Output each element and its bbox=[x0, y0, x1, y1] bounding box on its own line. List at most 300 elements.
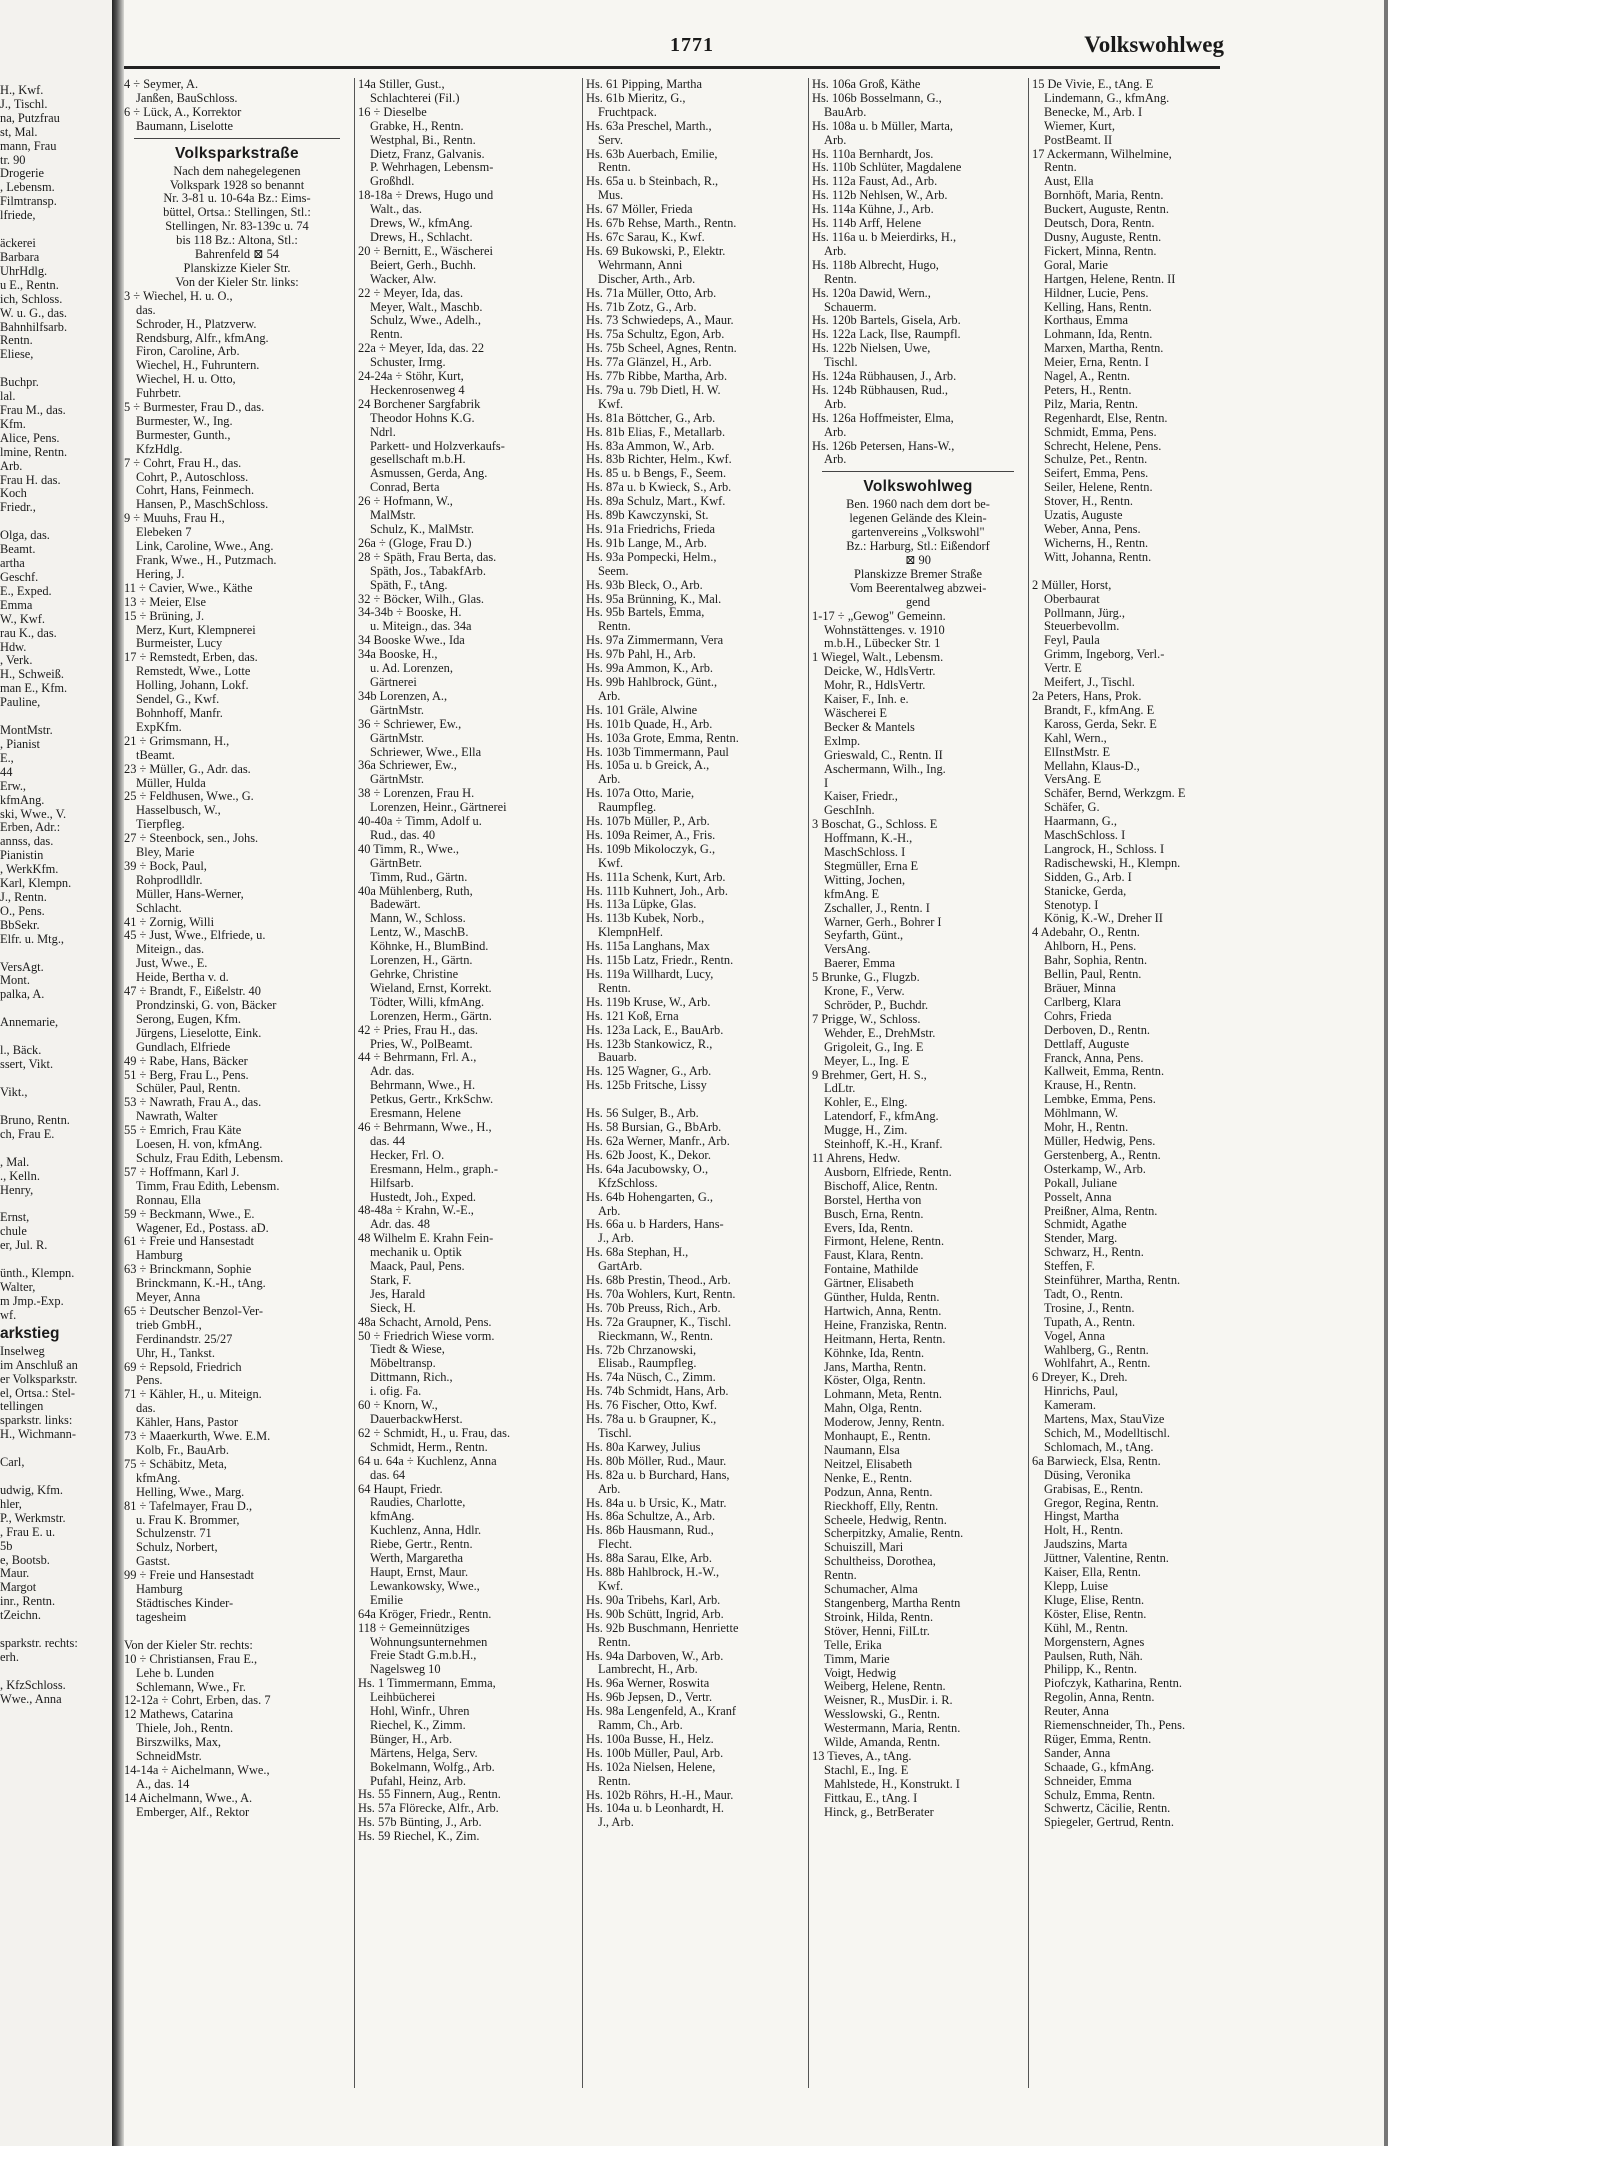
directory-line: Schulz, Frau Edith, Lebensm. bbox=[136, 1151, 284, 1165]
directory-line: kfmAng. bbox=[370, 1510, 415, 1524]
directory-line: Hs. 77b Ribbe, Martha, Arb. bbox=[586, 370, 728, 384]
directory-line: Derboven, D., Rentn. bbox=[1044, 1023, 1150, 1037]
directory-line: Meyer, L., Ing. E bbox=[824, 1054, 910, 1068]
directory-line: Tödter, Willi, kfmAng. bbox=[370, 995, 485, 1009]
directory-line: Gregor, Regina, Rentn. bbox=[1044, 1496, 1159, 1510]
directory-line: Arb. bbox=[824, 244, 847, 258]
directory-line: Posselt, Anna bbox=[1044, 1190, 1112, 1204]
directory-line: Hs. 91b Lange, M., Arb. bbox=[586, 536, 707, 550]
directory-line: Düsing, Veronika bbox=[1044, 1468, 1131, 1482]
previous-page-line: Maur. bbox=[0, 1566, 30, 1581]
directory-line: Bischoff, Alice, Rentn. bbox=[824, 1179, 938, 1193]
directory-line: MalMstr. bbox=[370, 509, 416, 523]
directory-line: Busch, Erna, Rentn. bbox=[824, 1207, 924, 1221]
section-intro-line: Planskizze Bremer Straße bbox=[854, 567, 982, 581]
blank-line bbox=[0, 362, 112, 376]
previous-page-line: m Jmp.-Exp. bbox=[0, 1293, 64, 1308]
directory-line: Kwf. bbox=[598, 856, 624, 870]
directory-line: 12-12a ÷ Cohrt, Erben, das. 7 bbox=[124, 1694, 271, 1708]
blank-line bbox=[0, 223, 112, 237]
directory-line: Rieckhoff, Elly, Rentn. bbox=[824, 1499, 939, 1513]
directory-line: Kluge, Elise, Rentn. bbox=[1044, 1593, 1145, 1607]
directory-line: Hs. 59 Riechel, K., Zim. bbox=[358, 1830, 480, 1844]
directory-line: Bräuer, Minna bbox=[1044, 982, 1116, 995]
directory-line: Arb. bbox=[824, 133, 847, 147]
previous-page-line: Frau M., das. bbox=[0, 403, 66, 418]
directory-line: Hs. 87a u. b Kwieck, S., Arb. bbox=[586, 481, 732, 495]
directory-line: Hs. 57b Bünting, J., Arb. bbox=[358, 1816, 482, 1830]
directory-line: u. Frau K. Brommer, bbox=[136, 1513, 240, 1527]
directory-line: Petkus, Gertr., KrkSchw. bbox=[370, 1093, 494, 1107]
directory-line: Zschaller, J., Rentn. I bbox=[824, 901, 930, 915]
directory-line: Nagel, A., Rentn. bbox=[1044, 370, 1131, 384]
directory-line: Holling, Johann, Lokf. bbox=[136, 679, 249, 693]
directory-line: Rentn. bbox=[598, 1635, 631, 1649]
directory-line: Adr. das. bbox=[370, 1065, 415, 1079]
previous-page-line: mann, Frau bbox=[0, 138, 57, 153]
directory-line: Drews, W., kfmAng. bbox=[370, 217, 473, 231]
directory-line: 15 De Vivie, E., tAng. E bbox=[1032, 78, 1154, 91]
previous-page-line: lfriede, bbox=[0, 208, 36, 223]
directory-line: Borstel, Hertha von bbox=[824, 1193, 922, 1207]
directory-line: Brandt, F., kfmAng. E bbox=[1044, 703, 1155, 717]
previous-page-line: P., Werkmstr. bbox=[0, 1510, 66, 1525]
directory-line: Naumann, Elsa bbox=[824, 1444, 900, 1457]
previous-page-line: 44 bbox=[0, 764, 13, 779]
directory-line: Hs. 80a Karwey, Julius bbox=[586, 1440, 701, 1454]
directory-line: J., Arb. bbox=[598, 1232, 634, 1246]
directory-line: Flecht. bbox=[598, 1538, 633, 1552]
directory-line: SchneidMstr. bbox=[136, 1750, 202, 1764]
previous-page-line: artha bbox=[0, 556, 25, 571]
directory-line: 24-24a ÷ Stöhr, Kurt, bbox=[358, 370, 464, 384]
directory-line: Jes, Harald bbox=[370, 1287, 426, 1301]
directory-line: Hs. 120a Dawid, Wern., bbox=[812, 286, 931, 300]
directory-line: Hs. 69 Bukowski, P., Elektr. bbox=[586, 244, 726, 258]
directory-line: Hs. 68a Stephan, H., bbox=[586, 1246, 689, 1260]
previous-page-line: Kfm. bbox=[0, 416, 26, 431]
directory-line: Emilie bbox=[370, 1593, 404, 1607]
directory-line: Vogel, Anna bbox=[1044, 1329, 1106, 1343]
directory-line: Rüger, Emma, Rentn. bbox=[1044, 1732, 1152, 1746]
directory-line: Franck, Anna, Pens. bbox=[1044, 1051, 1144, 1065]
directory-line: 71 ÷ Kähler, H., u. Miteign. bbox=[124, 1388, 262, 1402]
directory-line: 48-48a ÷ Krahn, W.-E., bbox=[358, 1204, 474, 1218]
previous-page-line: tZeichn. bbox=[0, 1608, 41, 1623]
directory-line: Voigt, Hedwig bbox=[824, 1666, 897, 1680]
directory-line: Günther, Hulda, Rentn. bbox=[824, 1291, 940, 1305]
directory-line: Loesen, H. von, kfmAng. bbox=[136, 1138, 263, 1152]
directory-line: Schmidt, Agathe bbox=[1044, 1218, 1127, 1232]
directory-line: kfmAng. bbox=[136, 1471, 181, 1485]
directory-line: 26 ÷ Hofmann, W., bbox=[358, 495, 453, 509]
directory-line: Hs. 120b Bartels, Gisela, Arb. bbox=[812, 314, 961, 328]
directory-line: Hs. 106b Bosselmann, G., bbox=[812, 91, 942, 105]
directory-line: Trosine, J., Rentn. bbox=[1044, 1301, 1135, 1315]
directory-line: Hs. 111a Schenk, Kurt, Arb. bbox=[586, 870, 726, 884]
directory-line: Buckert, Auguste, Rentn. bbox=[1044, 203, 1169, 217]
directory-line: 49 ÷ Rabe, Hans, Bäcker bbox=[124, 1054, 248, 1068]
previous-page-line: ünth., Klempn. bbox=[0, 1266, 75, 1281]
directory-line: Freie Stadt G.m.b.H., bbox=[370, 1649, 477, 1663]
directory-line: GärtnMstr. bbox=[370, 703, 425, 717]
directory-line: Schuiszill, Mari bbox=[824, 1541, 904, 1555]
directory-line: Köhnke, H., BlumBind. bbox=[370, 940, 489, 954]
directory-line: Möbeltransp. bbox=[370, 1357, 436, 1371]
directory-line: Hs. 97b Pahl, H., Arb. bbox=[586, 648, 696, 662]
directory-line: 36 ÷ Schriewer, Ew., bbox=[358, 717, 462, 731]
directory-line: Firon, Caroline, Arb. bbox=[136, 345, 240, 359]
previous-page-line: Mont. bbox=[0, 973, 30, 988]
directory-line: Mohr, R., HdlsVertr. bbox=[824, 679, 926, 693]
directory-line: Cohrt, P., Autoschloss. bbox=[136, 470, 249, 484]
directory-line: Lehe b. Lunden bbox=[136, 1666, 215, 1680]
directory-line: 22 ÷ Meyer, Ida, das. bbox=[358, 286, 464, 300]
directory-line: Telle, Erika bbox=[824, 1638, 882, 1652]
previous-page-line: O., Pens. bbox=[0, 903, 45, 918]
directory-line: 22a ÷ Meyer, Ida, das. 22 bbox=[358, 342, 485, 356]
directory-line: Hustedt, Joh., Exped. bbox=[370, 1190, 476, 1204]
previous-page-line: udwig, Kfm. bbox=[0, 1483, 63, 1498]
directory-line: Hs. 105a u. b Greick, A., bbox=[586, 759, 710, 773]
directory-line: Rentn. bbox=[598, 620, 631, 634]
directory-line: Stanicke, Gerda, bbox=[1044, 884, 1127, 898]
directory-line: 55 ÷ Emrich, Frau Käte bbox=[124, 1124, 242, 1138]
directory-line: Hs. 102a Nielsen, Helene, bbox=[586, 1760, 716, 1774]
directory-line: Hamburg bbox=[136, 1583, 183, 1597]
directory-line: 41 ÷ Zornig, Willi bbox=[124, 915, 215, 929]
directory-line: Eresmann, Helm., graph.- bbox=[370, 1162, 498, 1176]
directory-line: Wohnungsunternehmen bbox=[370, 1635, 488, 1649]
directory-line: Stachl, E., Ing. E bbox=[824, 1763, 909, 1777]
section-rule bbox=[134, 138, 340, 139]
column-3-entries bbox=[586, 78, 804, 1830]
directory-line: Hering, J. bbox=[136, 567, 185, 581]
directory-line: Hs. 83a Ammon, W., Arb. bbox=[586, 439, 715, 453]
section-intro-line: ⊠ 90 bbox=[905, 554, 931, 567]
previous-page-line: l., Bäck. bbox=[0, 1043, 42, 1058]
directory-line: Burmester, Gunth., bbox=[136, 428, 231, 442]
directory-line: Mann, W., Schloss. bbox=[370, 912, 466, 926]
directory-line: Müller, Hans-Werner, bbox=[136, 887, 244, 901]
directory-line: Hs. 74a Nüsch, C., Zimm. bbox=[586, 1371, 716, 1385]
page-edge bbox=[1384, 0, 1388, 2146]
directory-line: Hs. 92b Buschmann, Henriette bbox=[586, 1621, 739, 1635]
directory-line: Timm, Frau Edith, Lebensm. bbox=[136, 1179, 280, 1193]
directory-line: Haarmann, G., bbox=[1044, 815, 1117, 829]
directory-line: Lewankowsky, Wwe., bbox=[370, 1579, 480, 1593]
previous-page-line: chule bbox=[0, 1224, 27, 1239]
blank-line bbox=[0, 1002, 112, 1016]
previous-page-line: Olga, das. bbox=[0, 528, 50, 543]
directory-line: Kolb, Fr., BauArb. bbox=[136, 1444, 229, 1457]
directory-line: Riebe, Gertr., Rentn. bbox=[370, 1538, 473, 1552]
directory-line: das. bbox=[136, 1402, 156, 1416]
directory-line: 27 ÷ Steenbock, sen., Johs. bbox=[124, 832, 259, 846]
directory-line: Hs. 64a Jacubowsky, O., bbox=[586, 1162, 709, 1176]
directory-line: 32 ÷ Böcker, Wilh., Glas. bbox=[358, 592, 485, 606]
directory-line: Hs. 74b Schmidt, Hans, Arb. bbox=[586, 1385, 729, 1399]
directory-line: Radischewski, H., Klempn. bbox=[1044, 856, 1181, 870]
directory-line: Jürgens, Lieselotte, Eink. bbox=[136, 1026, 262, 1040]
directory-line: Hs. 118b Albrecht, Hugo, bbox=[812, 258, 939, 272]
previous-page-line: er, Jul. R. bbox=[0, 1238, 48, 1253]
directory-line: Lorenzen, Herm., Gärtn. bbox=[370, 1009, 492, 1023]
directory-line: Monhaupt, E., Rentn. bbox=[824, 1430, 931, 1444]
directory-line: tagesheim bbox=[136, 1610, 187, 1624]
directory-line: 47 ÷ Brandt, F., Eißelstr. 40 bbox=[124, 985, 261, 999]
directory-line: Evers, Ida, Rentn. bbox=[824, 1221, 914, 1235]
section-intro-line: Ben. 1960 nach dem dort be- bbox=[846, 498, 990, 512]
directory-line: Späth, F., tAng. bbox=[370, 578, 448, 592]
previous-page-line: Bruno, Rentn. bbox=[0, 1112, 70, 1127]
directory-line: Schulz, Emma, Rentn. bbox=[1044, 1788, 1156, 1802]
directory-line: gesellschaft m.b.H. bbox=[370, 453, 466, 467]
directory-line: 73 ÷ Maaerkurth, Wwe. E.M. bbox=[124, 1430, 271, 1444]
directory-line: Hs. 116a u. b Meierdirks, H., bbox=[812, 230, 957, 244]
directory-line: Feyl, Paula bbox=[1044, 634, 1100, 648]
directory-line: Tischl. bbox=[824, 356, 858, 370]
directory-line: Westphal, Bi., Rentn. bbox=[370, 133, 476, 147]
directory-line: Großhdl. bbox=[370, 175, 415, 189]
previous-page-line: Hdw. bbox=[0, 639, 27, 654]
blank-line bbox=[0, 1142, 112, 1156]
directory-line: Asmussen, Gerda, Ang. bbox=[370, 467, 488, 481]
directory-line: Schrecht, Helene, Pens. bbox=[1044, 439, 1162, 453]
previous-page-line: Emma bbox=[0, 597, 33, 612]
directory-line: Werth, Margaretha bbox=[370, 1552, 464, 1566]
previous-page-line: tellingen bbox=[0, 1399, 44, 1414]
directory-line: Schaade, G., kfmAng. bbox=[1044, 1760, 1155, 1774]
directory-line: Hs. 78a u. b Graupner, K., bbox=[586, 1413, 717, 1427]
directory-line: Theodor Hohns K.G. bbox=[370, 411, 475, 425]
previous-page-line: sparkstr. rechts: bbox=[0, 1636, 78, 1651]
directory-line: Hs. 100b Müller, Paul, Arb. bbox=[586, 1746, 724, 1760]
previous-page-line: BbSekr. bbox=[0, 917, 40, 932]
directory-line: König, K.-W., Dreher II bbox=[1044, 912, 1163, 926]
directory-line: Rentn. bbox=[598, 1774, 631, 1788]
directory-line: 5 Brunke, G., Flugzb. bbox=[812, 971, 920, 985]
directory-line: Hs. 67b Rehse, Marth., Rentn. bbox=[586, 217, 737, 231]
directory-line: 17 Ackermann, Wilhelmine, bbox=[1032, 147, 1172, 161]
directory-line: Arb. bbox=[598, 773, 621, 787]
directory-line: 60 ÷ Knorn, W., bbox=[358, 1399, 438, 1413]
directory-line: Janßen, BauSchloss. bbox=[136, 91, 238, 105]
directory-line: Lambrecht, H., Arb. bbox=[598, 1663, 698, 1677]
directory-line: Schäfer, Bernd, Werkzgm. E bbox=[1044, 787, 1186, 801]
directory-line: Elisab., Raumpfleg. bbox=[598, 1357, 697, 1371]
directory-line: Hs. 103b Timmermann, Paul bbox=[586, 745, 729, 759]
directory-line: 9 Brehmer, Gert, H. S., bbox=[812, 1068, 927, 1082]
directory-line: Latendorf, F., kfmAng. bbox=[824, 1110, 939, 1124]
directory-line: Schlemann, Wwe., Fr. bbox=[136, 1680, 246, 1694]
directory-line: Wäscherei E bbox=[824, 706, 887, 720]
directory-line: Hs. 83b Richter, Helm., Kwf. bbox=[586, 453, 732, 467]
directory-line: PostBeamt. II bbox=[1044, 133, 1113, 147]
directory-line: Schmidt, Emma, Pens. bbox=[1044, 425, 1157, 439]
directory-line: 50 ÷ Friedrich Wiese vorm. bbox=[358, 1329, 495, 1343]
header-rule bbox=[124, 66, 1220, 69]
directory-line: Elebeken 7 bbox=[136, 526, 192, 540]
directory-line: Oberbaurat bbox=[1044, 592, 1100, 606]
directory-line: Thiele, Joh., Rentn. bbox=[136, 1722, 234, 1736]
column-1-top-entries bbox=[124, 78, 350, 134]
directory-line: Hs. 96b Jepsen, D., Vertr. bbox=[586, 1691, 713, 1705]
column-3 bbox=[586, 78, 804, 2128]
directory-line: m.b.H., Lübecker Str. 1 bbox=[824, 637, 941, 651]
directory-line: Hs. 61 Pipping, Martha bbox=[586, 78, 702, 91]
directory-line: Kwf. bbox=[598, 1579, 624, 1593]
directory-line: Birszwilks, Max, bbox=[136, 1736, 222, 1750]
directory-line: Osterkamp, W., Arb. bbox=[1044, 1162, 1146, 1176]
directory-line: 1 Wiegel, Walt., Lebensm. bbox=[812, 651, 944, 665]
directory-line: Conrad, Berta bbox=[370, 481, 440, 495]
directory-line: Fittkau, E., tAng. I bbox=[824, 1791, 918, 1805]
directory-line: Wesslowski, G., Rentn. bbox=[824, 1708, 941, 1722]
directory-line: 14-14a ÷ Aichelmann, Wwe., bbox=[124, 1763, 270, 1777]
directory-line: Faust, Klara, Rentn. bbox=[824, 1249, 924, 1263]
directory-line: Schroder, H., Platzverw. bbox=[136, 317, 257, 331]
section-intro-line: Bz.: Harburg, Stl.: Eißendorf bbox=[846, 540, 990, 554]
previous-page-line: , KfzSchloss. bbox=[0, 1677, 66, 1692]
directory-line: Hasselbusch, W., bbox=[136, 804, 221, 818]
directory-line: Arb. bbox=[824, 453, 847, 467]
directory-line: Badewärt. bbox=[370, 898, 421, 912]
blank-line bbox=[0, 1253, 112, 1267]
directory-line: Fruchtpack. bbox=[598, 105, 657, 119]
directory-line: Tiedt & Wiese, bbox=[370, 1343, 445, 1357]
directory-line: kfmAng. E bbox=[824, 887, 880, 901]
directory-line: Hs. 113a Lüpke, Glas. bbox=[586, 898, 697, 912]
directory-line: VersAng. bbox=[824, 943, 871, 957]
directory-line: 44 ÷ Behrmann, Frl. A., bbox=[358, 1051, 477, 1065]
directory-line: Frank, Wwe., H., Putzmach. bbox=[136, 554, 277, 567]
directory-line: Rentn. bbox=[598, 161, 631, 175]
directory-line: Westermann, Maria, Rentn. bbox=[824, 1722, 961, 1736]
directory-line: Arb. bbox=[824, 425, 847, 439]
previous-page-line: Vikt., bbox=[0, 1085, 28, 1099]
directory-line: Serv. bbox=[598, 133, 624, 147]
directory-line: Sander, Anna bbox=[1044, 1746, 1111, 1760]
directory-line: Pens. bbox=[136, 1374, 163, 1388]
directory-line: 11 ÷ Cavier, Wwe., Käthe bbox=[124, 581, 253, 595]
directory-line: Helling, Wwe., Marg. bbox=[136, 1485, 245, 1499]
directory-line: Wohlfahrt, A., Rentn. bbox=[1044, 1357, 1151, 1371]
column-5 bbox=[1032, 78, 1222, 2128]
directory-line: Krone, F., Verw. bbox=[824, 985, 905, 999]
directory-line: Hs. 82a u. b Burchard, Hans, bbox=[586, 1468, 730, 1482]
directory-line: Warner, Gerh., Bohrer I bbox=[824, 915, 942, 929]
directory-line: Schmidt, Herm., Rentn. bbox=[370, 1440, 488, 1454]
directory-line: 40 Timm, R., Wwe., bbox=[358, 842, 459, 856]
directory-line: 51 ÷ Berg, Frau L., Pens. bbox=[124, 1068, 249, 1082]
directory-line: Grigoleit, G., Ing. E bbox=[824, 1040, 924, 1054]
directory-line: Grieswald, C., Rentn. II bbox=[824, 748, 943, 762]
previous-page-line: W., Kwf. bbox=[0, 611, 45, 626]
directory-line: Hs. 97a Zimmermann, Vera bbox=[586, 634, 724, 648]
column-2 bbox=[358, 78, 578, 2128]
directory-line: KfzHdlg. bbox=[136, 442, 183, 456]
blank-line bbox=[0, 1100, 112, 1114]
directory-line: Hs. 114a Kühne, J., Arb. bbox=[812, 203, 934, 217]
previous-page-line: e, Bootsb. bbox=[0, 1552, 50, 1567]
directory-line: Mugge, H., Zim. bbox=[824, 1124, 908, 1138]
directory-line: 34a Booske, H., bbox=[358, 648, 438, 662]
directory-line: GeschInh. bbox=[824, 804, 875, 818]
previous-page-fragment bbox=[0, 0, 112, 2146]
column-rule bbox=[354, 78, 355, 2088]
directory-line: Schich, M., Modelltischl. bbox=[1044, 1427, 1170, 1440]
section-title-volkswohlweg: Volkswohlweg bbox=[863, 478, 973, 496]
directory-line: Arb. bbox=[824, 397, 847, 411]
directory-line: Schneider, Emma bbox=[1044, 1774, 1132, 1788]
directory-line: Hs. 112a Faust, Ad., Arb. bbox=[812, 175, 938, 189]
directory-line: Hs. 95a Brünning, K., Mal. bbox=[586, 592, 722, 606]
directory-line: A., das. 14 bbox=[136, 1777, 190, 1791]
directory-line: Hs. 90b Schütt, Ingrid, Arb. bbox=[586, 1607, 724, 1621]
directory-line: Haupt, Ernst, Maur. bbox=[370, 1565, 469, 1579]
directory-line: Meyer, Walt., Maschb. bbox=[370, 300, 483, 314]
directory-line: Heitmann, Herta, Rentn. bbox=[824, 1332, 946, 1346]
directory-line: Gehrke, Christine bbox=[370, 968, 459, 981]
directory-line: Eresmann, Helene bbox=[370, 1107, 461, 1121]
directory-line: Wiechel, H., Fuhruntern. bbox=[136, 359, 260, 373]
directory-line: Hildner, Lucie, Pens. bbox=[1044, 286, 1149, 300]
directory-line: trieb GmbH., bbox=[136, 1318, 202, 1332]
directory-line: Hoffmann, K.-H., bbox=[824, 832, 913, 846]
directory-line: Hecker, Frl. O. bbox=[370, 1148, 445, 1162]
directory-line: Bünger, H., Arb. bbox=[370, 1732, 453, 1746]
directory-line: Märtens, Helga, Serv. bbox=[370, 1746, 478, 1760]
directory-line: 16 ÷ Dieselbe bbox=[358, 105, 427, 119]
directory-line: Tupath, A., Rentn. bbox=[1044, 1315, 1136, 1329]
directory-line: Heide, Bertha v. d. bbox=[136, 971, 229, 985]
directory-line: Hs. 110b Schlüter, Magdalene bbox=[812, 161, 962, 175]
directory-line: Sendel, G., Kwf. bbox=[136, 693, 220, 707]
directory-line: Lentz, W., MaschB. bbox=[370, 926, 469, 940]
previous-page-section-head: arkstieg bbox=[0, 1324, 60, 1342]
directory-line: Hs. 80b Möller, Rud., Maur. bbox=[586, 1454, 727, 1468]
blank-line bbox=[0, 1665, 112, 1679]
directory-line: Hs. 66a u. b Harders, Hans- bbox=[586, 1218, 724, 1232]
directory-line: Hs. 67c Sarau, K., Kwf. bbox=[586, 230, 705, 244]
column-4-top-entries bbox=[812, 78, 1024, 467]
directory-line: Mus. bbox=[598, 189, 624, 203]
directory-line: Nenke, E., Rentn. bbox=[824, 1471, 913, 1485]
directory-line: Hs. 126a Hoffmeister, Elma, bbox=[812, 411, 954, 425]
column-rule bbox=[808, 78, 809, 2088]
previous-page-line: J., Tischl. bbox=[0, 96, 48, 111]
directory-line: Krause, H., Rentn. bbox=[1044, 1079, 1137, 1093]
directory-line: KlempnHelf. bbox=[598, 926, 664, 940]
directory-line: 63 ÷ Brinckmann, Sophie bbox=[124, 1263, 252, 1277]
directory-line: 26a ÷ (Gloge, Frau D.) bbox=[358, 536, 472, 550]
previous-page-line: annss, das. bbox=[0, 834, 54, 849]
section-intro-line: Nach dem nahegelegenen bbox=[173, 164, 301, 178]
directory-line: Morgenstern, Agnes bbox=[1044, 1635, 1145, 1649]
directory-line: Hs. 108a u. b Müller, Marta, bbox=[812, 119, 953, 133]
directory-line: Hs. 93a Pompecki, Helm., bbox=[586, 550, 717, 564]
directory-line: Rentn. bbox=[598, 981, 631, 995]
directory-line: Cohrs, Frieda bbox=[1044, 1009, 1112, 1023]
previous-page-line: H., Schweiß. bbox=[0, 667, 65, 682]
directory-line: Hs. 93b Bleck, O., Arb. bbox=[586, 578, 703, 592]
directory-line: Hs. 126b Petersen, Hans-W., bbox=[812, 439, 955, 453]
directory-line: Sidden, G., Arb. I bbox=[1044, 870, 1132, 884]
directory-line: Prondzinski, G. von, Bäcker bbox=[136, 999, 277, 1012]
section-intro-line: gartenvereins „Volkswohl" bbox=[851, 526, 985, 540]
directory-line: Hs. 1 Timmermann, Emma, bbox=[358, 1677, 496, 1691]
